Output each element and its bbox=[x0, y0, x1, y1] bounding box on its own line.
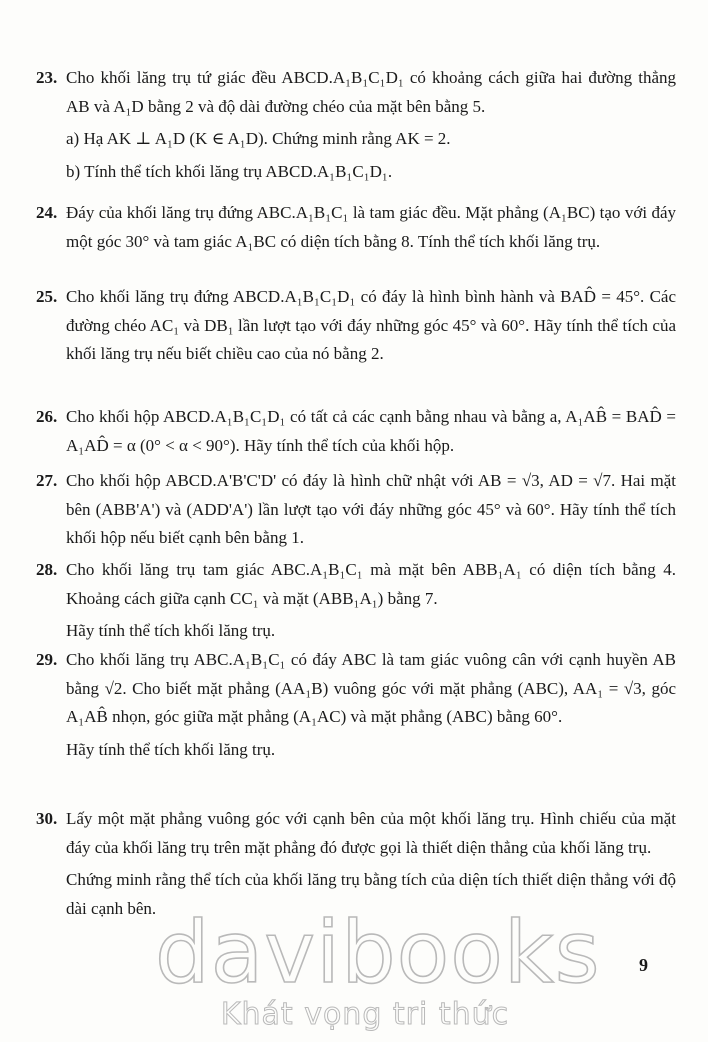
problem-number: 28. bbox=[36, 560, 58, 579]
problem-27 bbox=[36, 467, 676, 553]
problem-29 bbox=[36, 646, 676, 764]
problem-text: Đáy của khối lăng trụ đứng ABC.A₁B₁C₁ là tam giác đều. Mặt phẳng (A₁BC) tạo với đáy một góc 30° và tam giác A₁BC có diện tích bằng 8. Tính thể tích khối lăng trụ. bbox=[66, 203, 676, 251]
watermark bbox=[155, 903, 601, 1033]
problem-text: Cho khối lăng trụ tứ giác đều ABCD.A₁B₁C₁D₁ có khoảng cách giữa hai đường thẳng AB và A₁D bằng 2 và độ dài đường chéo của mặt bên bằng 5. bbox=[66, 68, 676, 116]
problem-text: Cho khối lăng trụ đứng ABCD.A₁B₁C₁D₁ có đáy là hình bình hành và BAD̂ = 45°. Các đường chéo AC₁ và DB₁ lần lượt tạo với đáy những góc 45° và 60°. Hãy tính thể tích của khối lăng trụ nếu biết chiều cao của nó bằng 2. bbox=[66, 287, 676, 363]
problem-28 bbox=[36, 556, 676, 646]
problem-25 bbox=[36, 283, 676, 369]
problem-number: 24. bbox=[36, 203, 58, 222]
problem-30 bbox=[36, 805, 676, 923]
problem-26 bbox=[36, 403, 676, 460]
problem-23 bbox=[36, 64, 676, 186]
problem-question: Hãy tính thể tích khối lăng trụ. bbox=[66, 621, 276, 640]
problem-number: 30. bbox=[36, 809, 58, 828]
problem-text: Cho khối hộp ABCD.A'B'C'D' có đáy là hình chữ nhật với AB = √3, AD = √7. Hai mặt bên (ABB'A') và (ADD'A') lần lượt tạo với đáy những góc 45° và 60°. Hãy tính thể tích khối hộp nếu biết cạnh bên bằng 1. bbox=[66, 471, 676, 547]
problem-number: 26. bbox=[36, 407, 58, 426]
problem-text: Cho khối hộp ABCD.A₁B₁C₁D₁ có tất cả các cạnh bằng nhau và bằng a, A₁AB̂ = BAD̂ = A₁AD̂ = α (0° < α < 90°). Hãy tính thể tích của khối hộp. bbox=[66, 407, 676, 455]
problem-number: 25. bbox=[36, 287, 58, 306]
problem-number: 27. bbox=[36, 471, 58, 490]
problem-text: Cho khối lăng trụ tam giác ABC.A₁B₁C₁ mà mặt bên ABB₁A₁ có diện tích bằng 4. Khoảng cách giữa cạnh CC₁ và mặt (ABB₁A₁) bằng 7. bbox=[66, 560, 676, 608]
problem-text: Lấy một mặt phẳng vuông góc với cạnh bên của một khối lăng trụ. Hình chiếu của mặt đáy của khối lăng trụ trên mặt phẳng đó được gọi là thiết diện thẳng của khối lăng trụ. bbox=[66, 809, 676, 857]
problem-question: Chứng minh rằng thể tích của khối lăng trụ bằng tích của diện tích thiết diện thẳng với độ dài cạnh bên. bbox=[66, 870, 676, 918]
page-number: 9 bbox=[639, 955, 648, 975]
problem-number: 29. bbox=[36, 650, 58, 669]
watermark-slogan: Khát vọng tri thức bbox=[220, 997, 510, 1032]
problem-part-a: a) Hạ AK ⊥ A₁D (K ∈ A₁D). Chứng minh rằng AK = 2. bbox=[66, 129, 451, 148]
problem-text: Cho khối lăng trụ ABC.A₁B₁C₁ có đáy ABC là tam giác vuông cân với cạnh huyền AB bằng √2. Cho biết mặt phẳng (AA₁B) vuông góc với mặt phẳng (ABC), AA₁ = √3, góc A₁AB̂ nhọn, góc giữa mặt phẳng (A₁AC) và mặt phẳng (ABC) bằng 60°. bbox=[66, 650, 676, 726]
problem-question: Hãy tính thể tích khối lăng trụ. bbox=[66, 739, 276, 759]
problem-24 bbox=[36, 199, 676, 256]
problem-number: 23. bbox=[36, 68, 58, 87]
watermark-brand: davibooks bbox=[155, 903, 601, 1003]
problem-part-b: b) Tính thể tích khối lăng trụ ABCD.A₁B₁C₁D₁. bbox=[66, 161, 393, 181]
